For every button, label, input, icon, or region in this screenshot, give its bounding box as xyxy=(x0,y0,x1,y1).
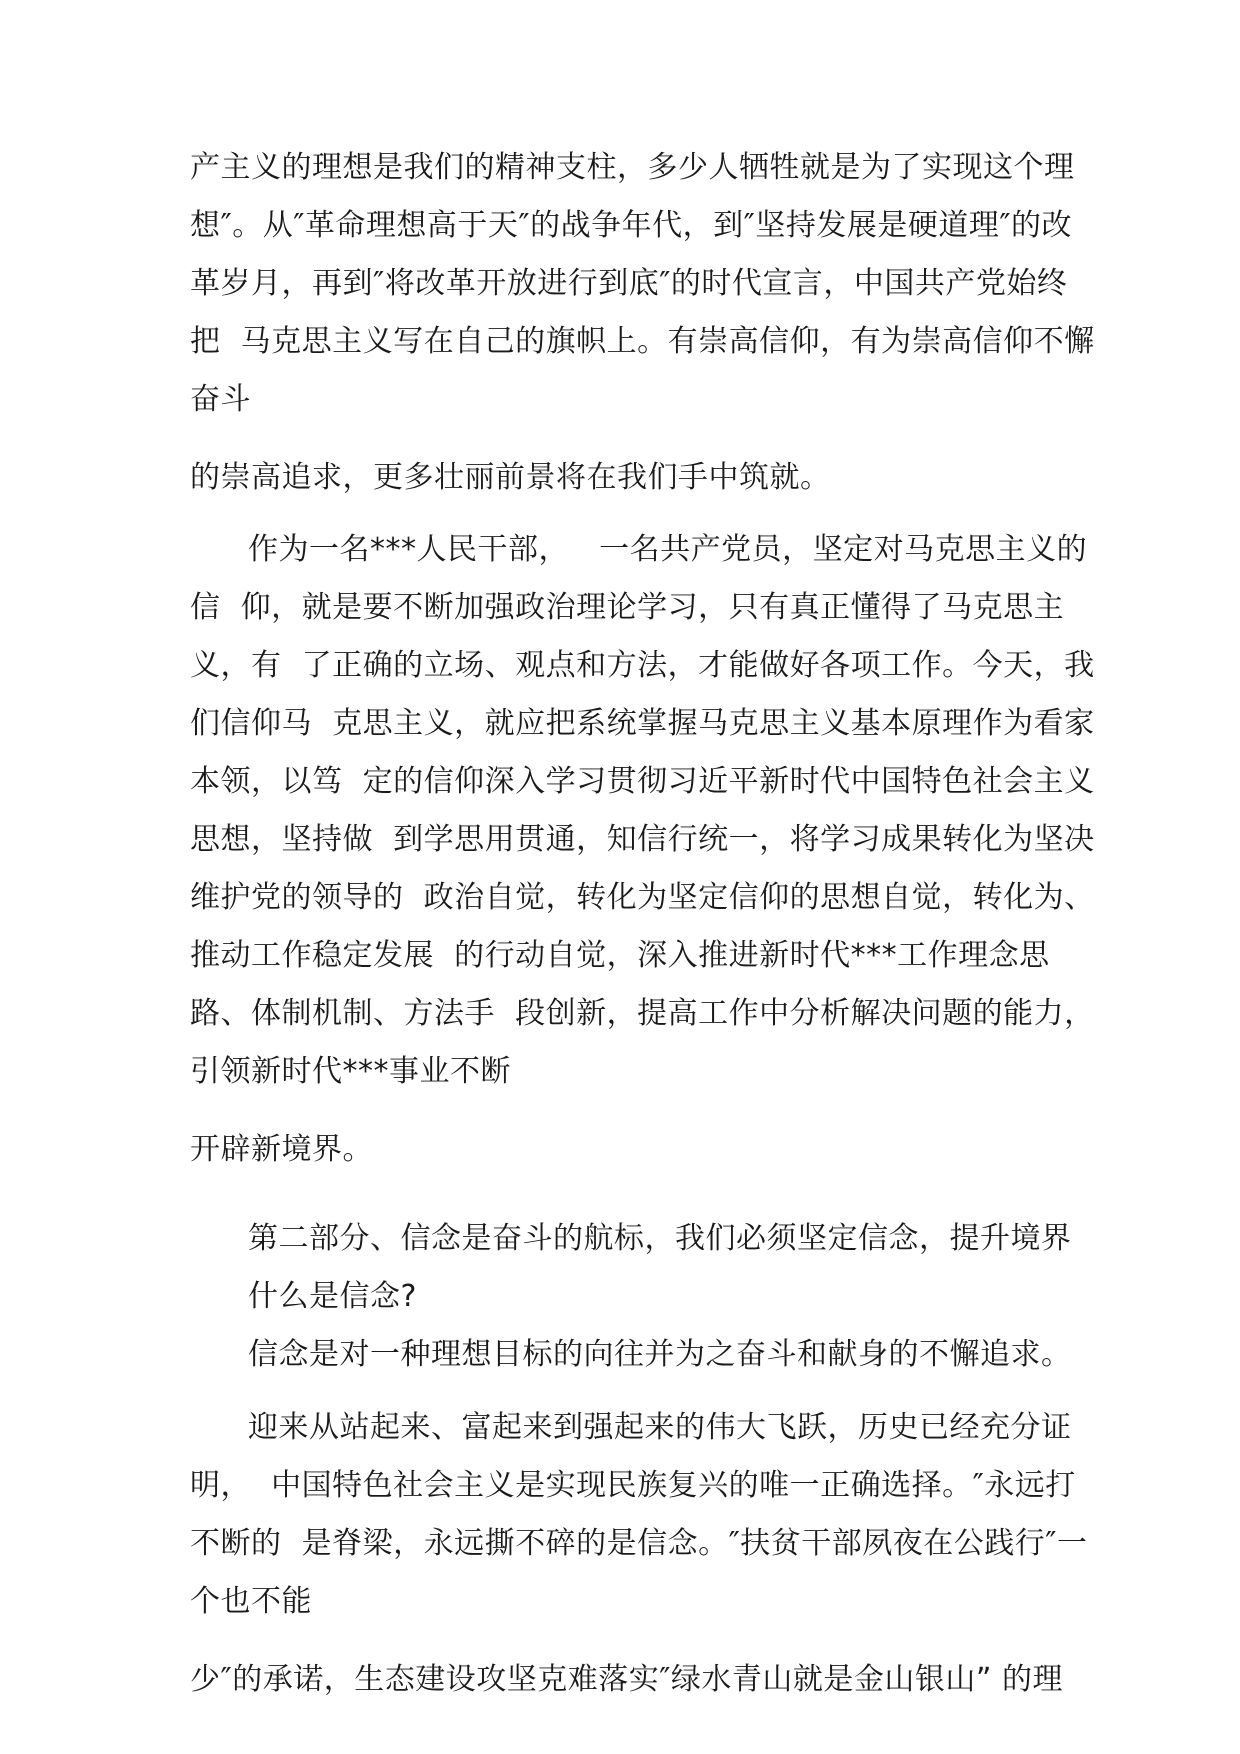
text-line: 的崇高追求，更多壮丽前景将在我们手中筑就。 xyxy=(190,460,831,495)
text-line: 本领，以笃 定的信仰深入学习贯彻习近平新时代中国特色社会主义 xyxy=(190,764,1095,799)
text-line: 奋斗 xyxy=(190,382,251,417)
text-line: 引领新时代***事业不断 xyxy=(190,1054,511,1089)
text-line: 维护党的领导的 政治自觉，转化为坚定信仰的思想自觉，转化为、 xyxy=(190,880,1095,915)
text-line: 推动工作稳定发展 的行动自觉，深入推进新时代***工作理念思 xyxy=(190,938,1050,973)
section-heading: 第二部分、信念是奋斗的航标，我们必须坚定信念，提升境界 xyxy=(248,1221,1072,1256)
text-line: 个也不能 xyxy=(190,1584,312,1619)
paragraph-start-line: 作为一名***人民干部， 一名共产党员，坚定对马克思主义的 xyxy=(248,532,1088,567)
text-line: 思想，坚持做 到学思用贯通，知信行统一，将学习成果转化为坚决 xyxy=(190,822,1095,857)
text-line: 明， 中国特色社会主义是实现民族复兴的唯一正确选择。″永远打 xyxy=(190,1468,1076,1503)
text-line: 把 马克思主义写在自己的旗帜上。有崇高信仰，有为崇高信仰不懈 xyxy=(190,324,1095,359)
question-line: 什么是信念? xyxy=(248,1279,417,1314)
text-line: 不断的 是脊梁，永远撕不碎的是信念。″扶贫干部夙夜在公践行″一 xyxy=(190,1526,1088,1561)
paragraph-start-line: 迎来从站起来、富起来到强起来的伟大飞跃，历史已经充分证 xyxy=(248,1410,1072,1445)
text-line: 开辟新境界。 xyxy=(190,1132,373,1167)
definition-line: 信念是对一种理想目标的向往并为之奋斗和献身的不懈追求。 xyxy=(248,1337,1072,1372)
text-line: 革岁月，再到″将改革开放进行到底″的时代宣言，中国共产党始终 xyxy=(190,266,1068,301)
text-line: 们信仰马 克思主义，就应把系统掌握马克思主义基本原理作为看家 xyxy=(190,706,1095,741)
text-line: 想″。从″革命理想高于天″的战争年代，到″坚持发展是硬道理″的改 xyxy=(190,208,1073,243)
text-line: 少″的承诺，生态建设攻坚克难落实″绿水青山就是金山银山” 的理 xyxy=(190,1662,1063,1697)
text-line: 路、体制机制、方法手 段创新，提高工作中分析解决问题的能力， xyxy=(190,996,1095,1031)
text-line: 产主义的理想是我们的精神支柱，多少人牺牲就是为了实现这个理 xyxy=(190,150,1075,185)
text-line: 信 仰，就是要不断加强政治理论学习，只有真正懂得了马克思主 xyxy=(190,590,1065,625)
text-line: 义，有 了正确的立场、观点和方法，才能做好各项工作。今天，我 xyxy=(190,648,1095,683)
